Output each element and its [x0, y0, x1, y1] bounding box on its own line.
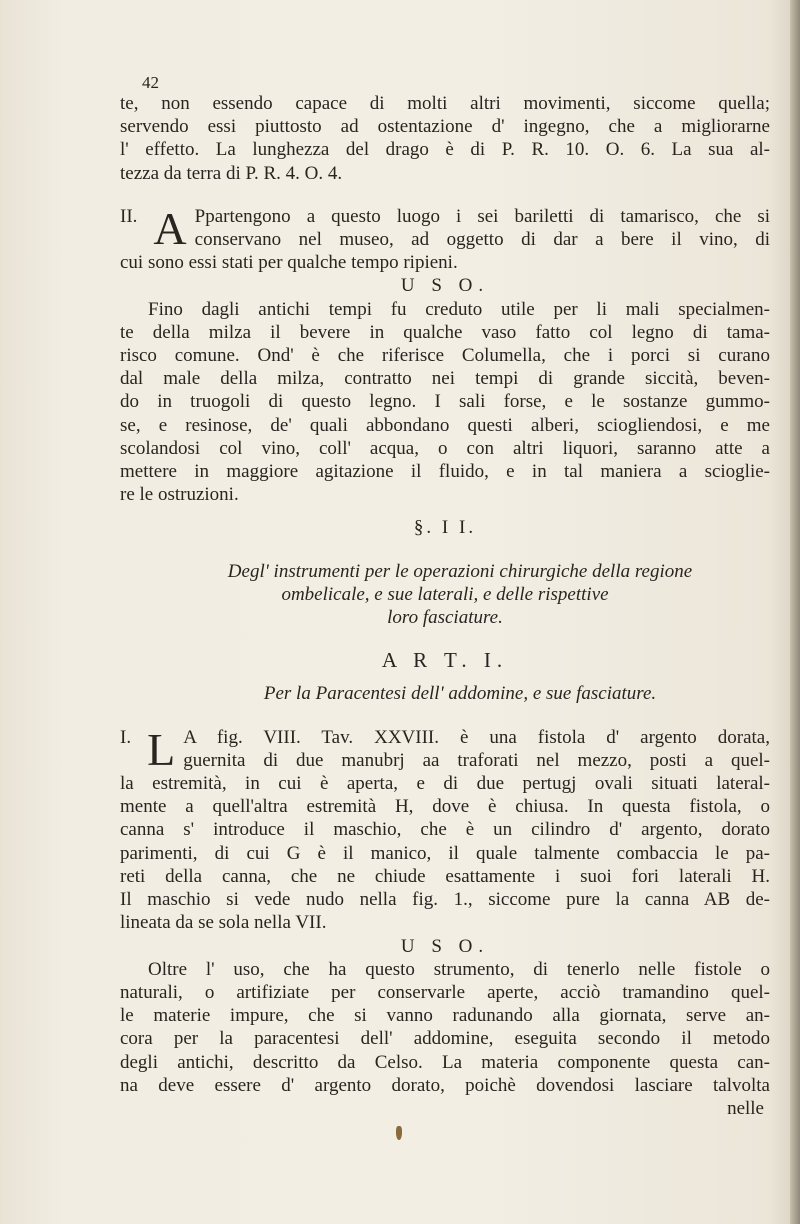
text-line: cora per la paracentesi dell' addomine, eseguita secondo il metodo — [120, 1028, 770, 1050]
text-line: servendo essi piuttosto ad ostentazione d' ingegno, che a migliorarne — [120, 116, 770, 138]
uso-heading: U S O. — [400, 935, 490, 957]
text-line: Oltre l' uso, che ha questo strumento, di tenerlo nelle fistole o — [148, 958, 770, 980]
text-line: A fig. VIII. Tav. XXVIII. è una fistola d' argento dorata, — [183, 726, 770, 748]
article-number: I. — [120, 726, 132, 748]
chapter-heading — [120, 560, 770, 630]
text-line: guernita di due manubrj aa traforati nel mezzo, posti a quel- — [183, 749, 770, 771]
text-line: le materie impure, che si vanno radunando alla giornata, serve an- — [120, 1005, 770, 1027]
uso-heading: U S O. — [400, 275, 490, 297]
article-subtitle: Per la Paracentesi dell' addomine, e sue fasciature. — [263, 683, 657, 705]
heading-line: loro fasciature. — [387, 607, 503, 629]
text-line: parimenti, di cui G è il manico, il quale talmente combaccia le pa- — [120, 842, 770, 864]
drop-capital: A — [153, 202, 187, 254]
text-line: canna s' introduce il maschio, che è un cilindro d' argento, dorato — [120, 819, 770, 841]
uso-paragraph — [120, 298, 770, 507]
ink-mark — [396, 1126, 402, 1140]
text-line: lineata da se sola nella VII. — [120, 912, 327, 934]
text-line: conservano nel museo, ad oggetto di dar a bere il vino, di — [194, 229, 770, 251]
text-line: la estremità, in cui è aperta, e di due pertugj ovali situati lateral- — [120, 773, 770, 795]
section-mark: §. I I. — [413, 517, 477, 539]
text-line: naturali, o artifiziate per conservarle aperte, acciò tramandino quel- — [120, 981, 770, 1003]
text-line: dal male della milza, contratto nei tempi di grande siccità, beven- — [120, 368, 770, 390]
text-line: re le ostruzioni. — [120, 484, 239, 506]
text-line: degli antichi, descritto da Celso. La materia componente questa can- — [120, 1051, 770, 1073]
text-line: Fino dagli antichi tempi fu creduto utile per li mali specialmen- — [148, 298, 770, 320]
heading-line: ombelicale, e sue laterali, e delle rispettive — [281, 583, 609, 605]
heading-line: Degl' instrumenti per le operazioni chirurgiche della regione — [227, 560, 693, 582]
page-edge — [790, 0, 800, 1224]
paragraph-continued — [120, 92, 770, 185]
text-line: se, e resinose, de' quali abbondano questi alberi, sciogliendosi, e me — [120, 414, 770, 436]
drop-capital: L — [147, 723, 176, 775]
text-line: te, non essendo capace di molti altri movimenti, siccome quella; — [120, 93, 770, 114]
text-line: scolandosi col vino, coll' acqua, o con altri liquori, saranno atte a — [120, 437, 770, 459]
uso-paragraph — [120, 958, 770, 1097]
text-line: reti della canna, che ne chiude esattamente i suoi fori laterali H. — [120, 865, 770, 887]
page-text — [120, 74, 770, 1120]
text-line: na deve essere d' argento dorato, poichè dovendosi lasciare talvolta — [120, 1074, 770, 1096]
text-line: te della milza il bevere in qualche vaso fatto col legno di tama- — [120, 321, 770, 343]
text-line: mente a quell'altra estremità H, dove è chiusa. In questa fistola, o — [120, 796, 770, 818]
text-line: Il maschio si vede nudo nella fig. 1., siccome pure la canna AB de- — [120, 889, 770, 911]
text-line: mettere in maggiore agitazione il fluido, e in tal maniera a scioglie- — [120, 461, 770, 483]
text-line: risco comune. Ond' è che riferisce Columella, che i porci si curano — [120, 345, 770, 367]
text-line: Ppartengono a questo luogo i sei bariletti di tamarisco, che si — [194, 205, 770, 227]
text-line: cui sono essi stati per qualche tempo ripieni. — [120, 252, 458, 274]
text-line: do in truogoli di questo legno. I sali forse, e le sostanze gummo- — [120, 391, 770, 413]
text-line: l' effetto. La lunghezza del drago è di P. R. 10. O. 6. La sua al- — [120, 139, 770, 161]
text-line: tezza da terra di P. R. 4. O. 4. — [120, 162, 343, 184]
section-number: II. — [120, 205, 138, 227]
catchword: nelle — [727, 1097, 764, 1119]
page-number: 42 — [142, 73, 159, 92]
article-heading: A R T. I. — [381, 648, 509, 673]
section-ii — [120, 202, 770, 275]
article-paragraph — [120, 723, 770, 935]
